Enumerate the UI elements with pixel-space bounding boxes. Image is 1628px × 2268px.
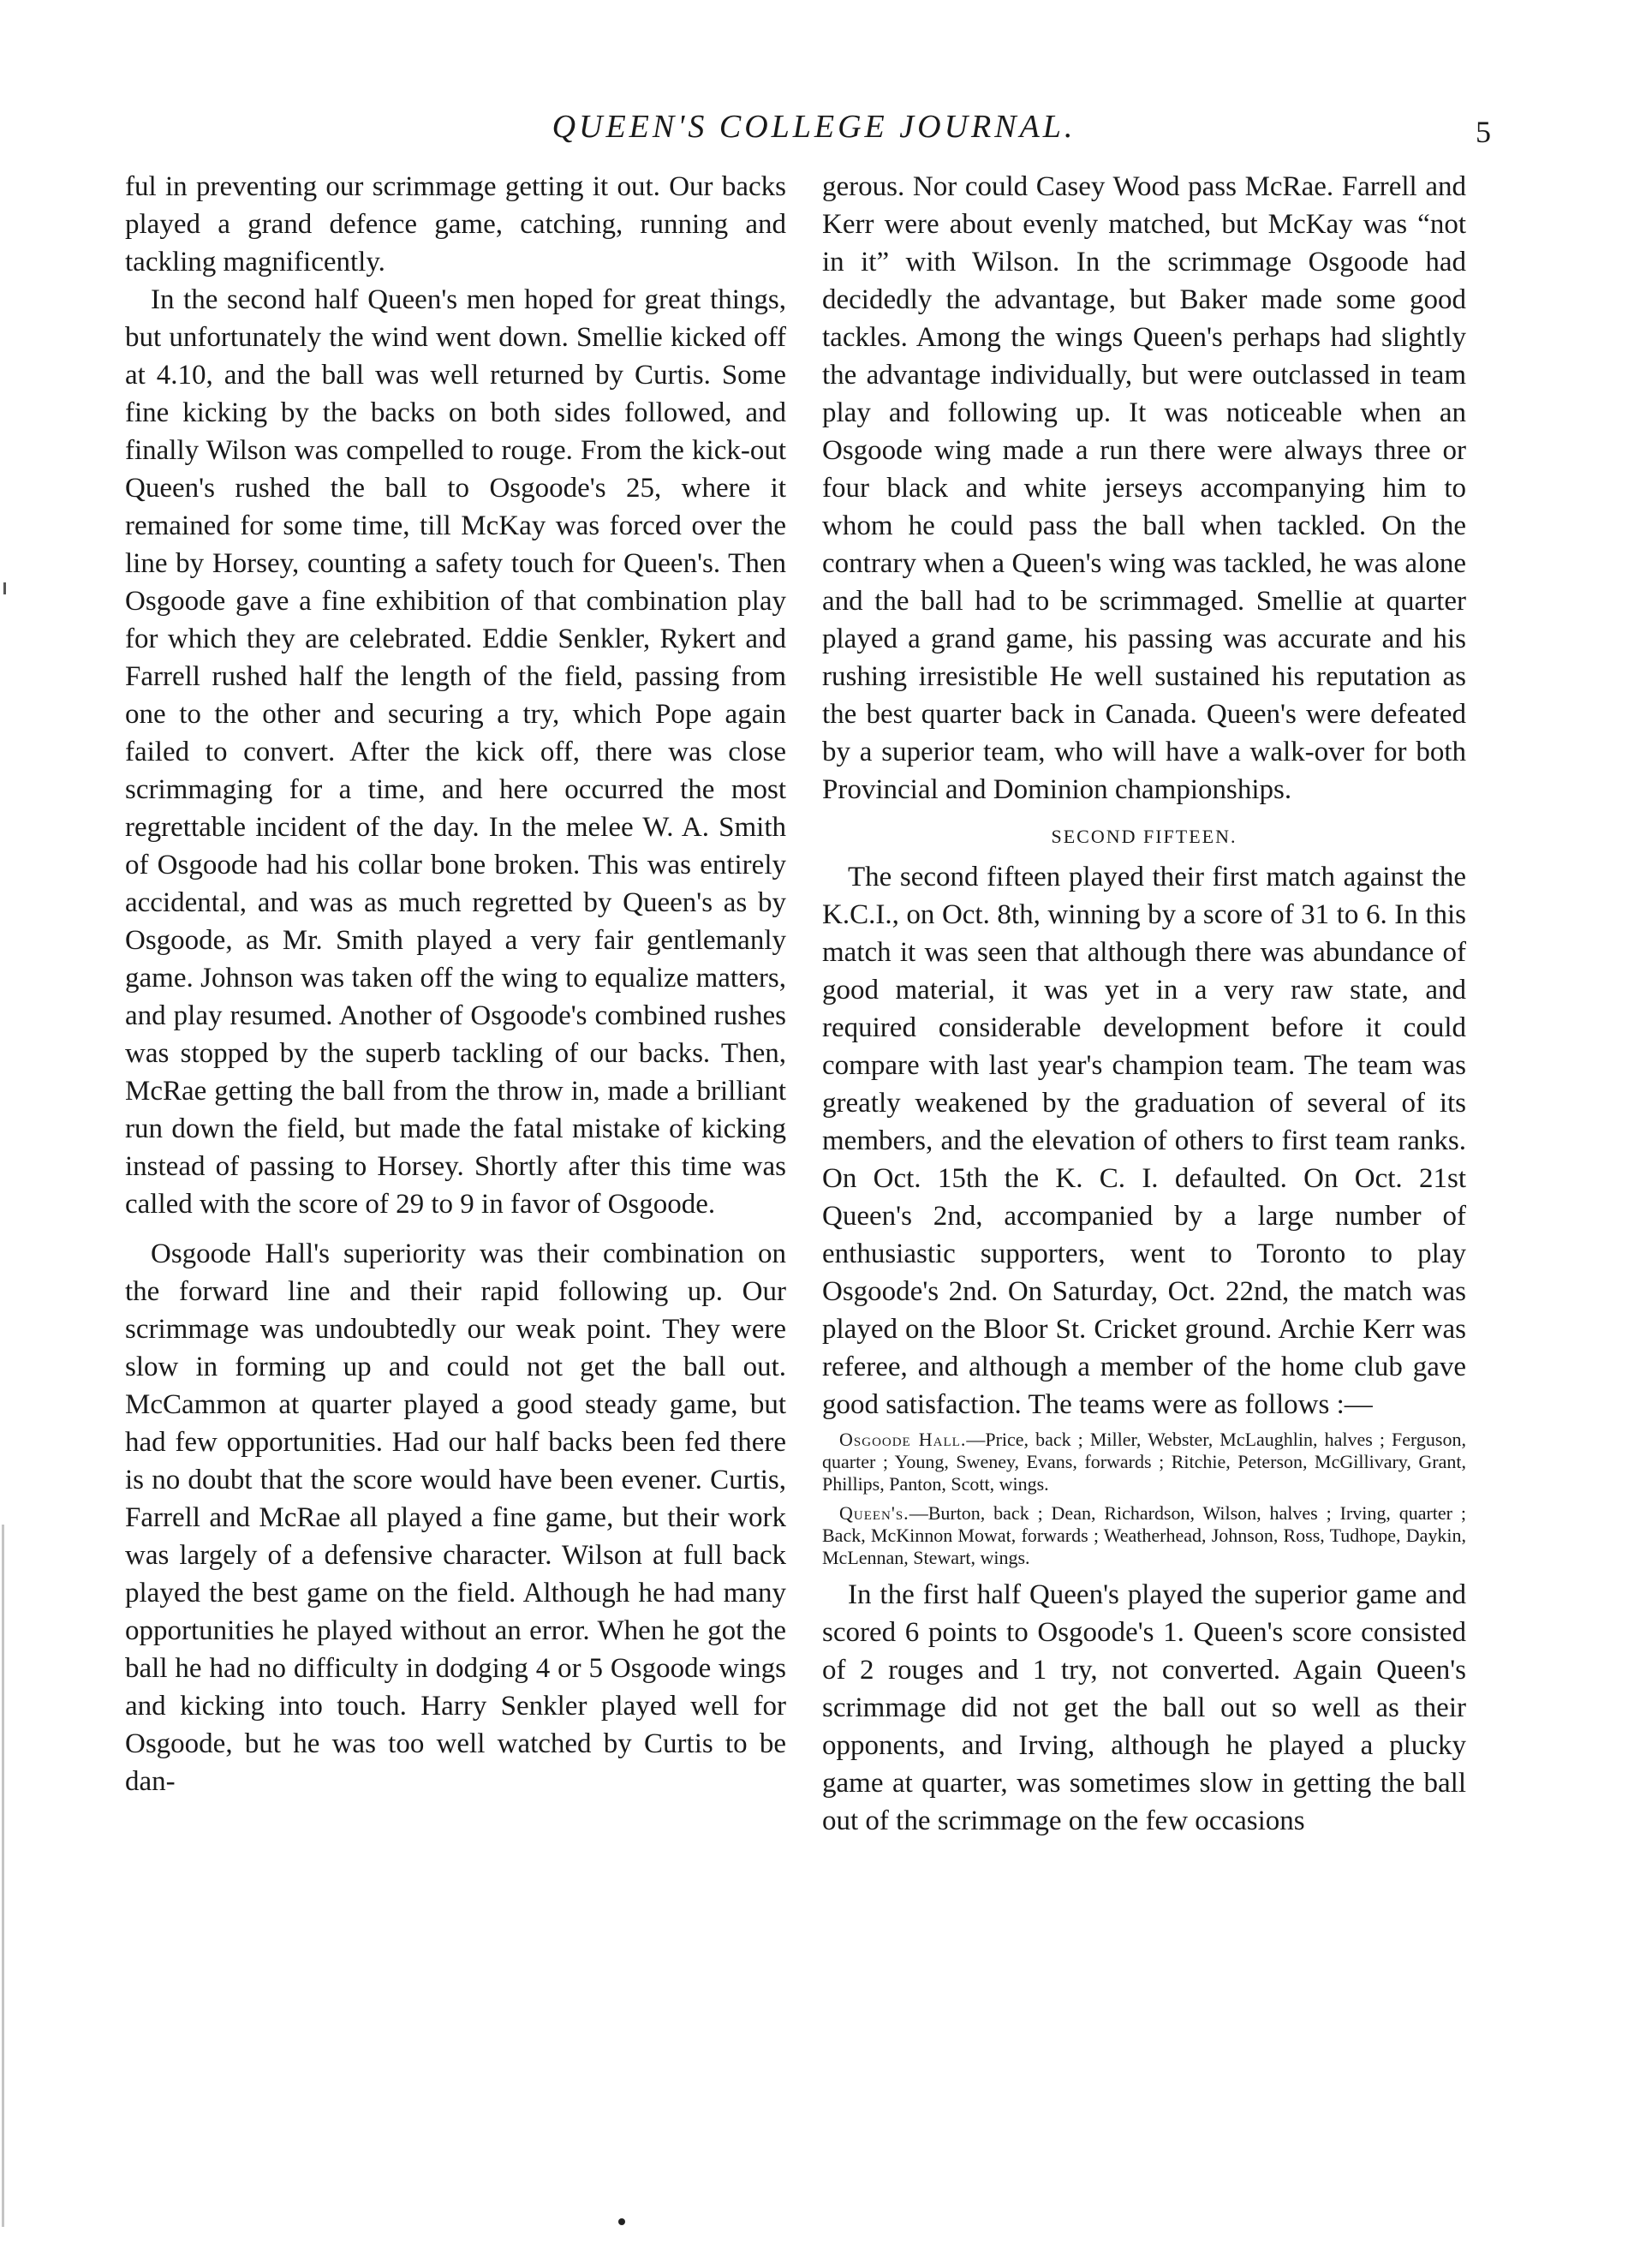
left-paragraph-3: Osgoode Hall's superiority was their combination on the forward line and their rapid following up. Our scrimmage was undoubtedly our weak point. They were slow in forming up and could not get the ball out. McCammon at quarter played a good steady game, but had few opportunities. Had our half backs been fed there is no doubt that the score would have been evener. Curtis, Farrell and McRae all played a fine game, but their work was largely of a defensive character. Wilson at full back played the best game on the field. Although he had many opportunities he played without an error. When he got the ball he had no difficulty in dodging 4 or 5 Osgoode wings and kicking into touch. Harry Senkler played well for Osgoode, but he was too well watched by Curtis to be dan-: [125, 1238, 786, 1797]
page-header: [0, 104, 1628, 156]
right-column: [822, 168, 1466, 1840]
team-name-osgoode: Osgoode Hall.: [839, 1429, 967, 1450]
right-paragraph-2: The second fifteen played their first match against the K.C.I., on Oct. 8th, winning by a score of 31 to 6. In this match it was seen that although there was abundance of good material, it was yet in a very raw state, and required considerable development before it could compare with last year's champion team. The team was greatly weakened by the graduation of several of its members, and the elevation of others to first team ranks. On Oct. 15th the K. C. I. defaulted. On Oct. 21st Queen's 2nd, accompanied by a large number of enthusiastic supporters, went to Toronto to play Osgoode's 2nd. On Saturday, Oct. 22nd, the match was played on the Bloor St. Cricket ground. Archie Kerr was referee, and although a member of the home club gave good satisfaction. The teams were as follows :—: [822, 862, 1466, 1420]
team-name-queens: Queen's.: [839, 1502, 909, 1524]
left-paragraph-2: In the second half Queen's men hoped for great things, but unfortunately the wind went down. Smellie kicked off at 4.10, and the ball was well returned by Curtis. Some fine kicking by the backs on both sides followed, and finally Wilson was compelled to rouge. From the kick-out Queen's rushed the ball to Osgoode's 25, where it remained for some time, till McKay was forced over the line by Horsey, counting a safety touch for Queen's. Then Osgoode gave a fine exhibition of that combination play for which they are celebrated. Eddie Senkler, Rykert and Farrell rushed half the length of the field, passing from one to the other and securing a try, which Pope again failed to convert. After the kick off, there was close scrimmaging for a time, and here occurred the most regrettable incident of the day. In the melee W. A. Smith of Osgoode had his collar bone broken. This was entirely accidental, and was as much regretted by Queen's as by Osgoode, as Mr. Smith played a very fair gentlemanly game. Johnson was taken off the wing to equalize matters, and play resumed. Another of Osgoode's combined rushes was stopped by the superb tackling of our backs. Then, McRae getting the ball from the throw in, made a brilliant run down the field, but made the fatal mistake of kicking instead of passing to Horsey. Shortly after this time was called with the score of 29 to 9 in favor of Osgoode.: [125, 284, 786, 1220]
journal-title: QUEEN'S COLLEGE JOURNAL.: [552, 109, 1076, 145]
scan-edge-mark: [2, 1525, 4, 2227]
right-paragraph-1: gerous. Nor could Casey Wood pass McRae. Farrell and Kerr were about evenly matched, but McKay was “not in it” with Wilson. In the scrimmage Osgoode had decidedly the advantage, but Baker made some good tackles. Among the wings Queen's perhaps had slightly the advantage individually, but were outclassed in team play and following up. It was noticeable when an Osgoode wing made a run there were always three or four black and white jerseys accompanying him to whom he could pass the ball when tackled. On the contrary when a Queen's wing was tackled, he was alone and the ball had to be scrimmaged. Smellie at quarter played a grand game, his passing was accurate and his rushing irresistible He well sustained his reputation as the best quarter back in Canada. Queen's were defeated by a superior team, who will have a walk-over for both Provincial and Dominion championships.: [822, 171, 1466, 805]
section-heading: SECOND FIFTEEN.: [1051, 826, 1237, 847]
left-paragraph-1: ful in preventing our scrimmage getting it out. Our backs played a grand defence game, catching, running and tackling magnificently.: [125, 171, 786, 278]
team-members-queens: —Burton, back ; Dean, Richardson, Wilson, halves ; Irving, quarter ; Back, McKinnon Mowat, forwards ; Weatherhead, Johnson, Ross, Tudhope, Daykin, McLennan, Stewart, wings.: [822, 1502, 1466, 1568]
team-list-osgoode: [822, 1429, 1466, 1495]
scan-edge-mark: [3, 582, 6, 594]
right-paragraph-3: In the first half Queen's played the superior game and scored 6 points to Osgoode's 1. Queen's score consisted of 2 rouges and 1 try, not converted. Again Queen's scrimmage did not get the ball out so well as their opponents, and Irving, although he played a plucky game at quarter, was sometimes slow in getting the ball out of the scrimmage on the few occasions: [822, 1579, 1466, 1836]
footer-dot: [618, 2218, 625, 2225]
team-list-queens: [822, 1502, 1466, 1569]
page-number: 5: [1476, 115, 1491, 149]
left-column: [125, 168, 786, 1800]
team-members-osgoode: —Price, back ; Miller, Webster, McLaughlin, halves ; Ferguson, quarter ; Young, Sweney, Evans, forwards ; Ritchie, Peterson, McGillivary, Grant, Phillips, Panton, Scott, wings.: [822, 1429, 1466, 1495]
